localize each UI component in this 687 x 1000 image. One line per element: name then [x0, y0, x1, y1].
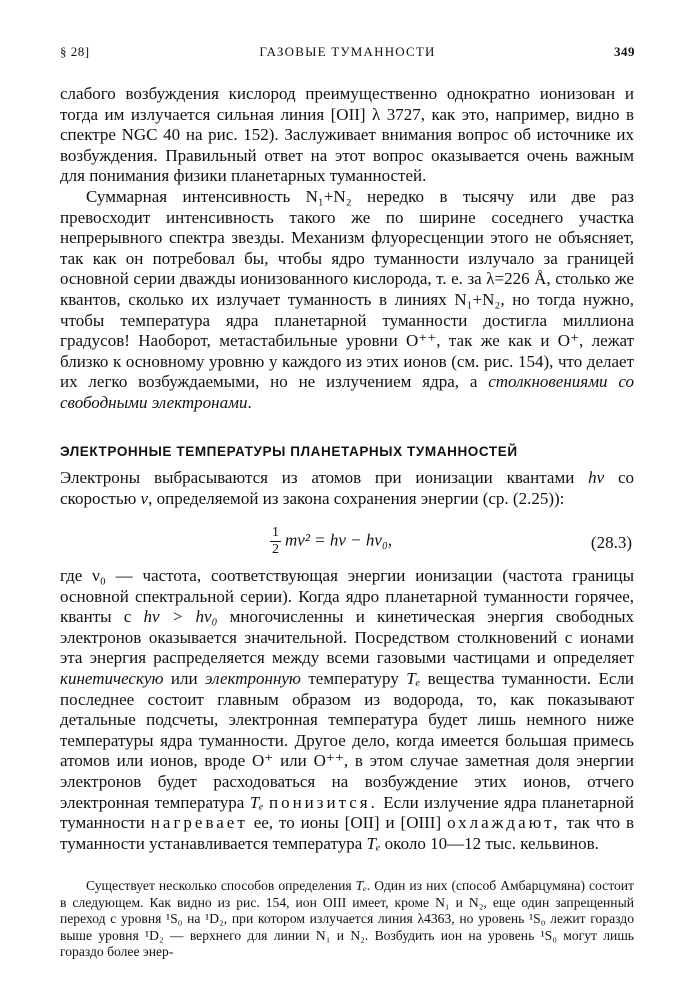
explain-spaced-heats: нагревает	[150, 813, 248, 833]
body-text-top	[60, 84, 634, 414]
fraction-one-half	[270, 525, 281, 558]
paragraph-intensity-italic: столкновениями со свободными электронами	[60, 372, 634, 412]
explain-spaced-lowers: понизится.	[268, 792, 378, 812]
footnote-f2: . Один из них (способ Амбарцумяна) состоит в следующем. Как видно из рис. 154, ион OIII имеет, кроме N₁ и N₂, еще один запрещенный переход с уровня ¹S₀ на ¹D₂, при котором излучается линия λ4363, но уровень ¹S₀ лежит гораздо выше уровня ¹D₂ — верхнего для линии N₁ и N₂. Возбудить ион на уровень ¹S₀ могут лишь гораздо более энер-	[60, 878, 634, 959]
equation-number: (28.3)	[590, 533, 632, 552]
explain-s2: многочисленны и кинетическая энергия свободных электронов оказывается значительной. Посредством столкновений с ионами эта энергия распределяется между всеми газовыми частицами и определяет	[60, 607, 634, 668]
explain-s3: температуру	[308, 668, 399, 688]
explain-spaced-cool: охлаждают,	[447, 813, 561, 833]
intro-paragraph	[60, 468, 634, 509]
explain-s7: так что в туманности устанавливается температура	[60, 813, 635, 853]
paragraph-intensity-main: Суммарная интенсивность N₁+N₂ нередко в тысячу или две раз превосходит интенсивность такого же по ширине соседнего участка непрерывного спектра звезды. Механизм флуоресценции этого не объясняет, так как он потребовал бы, чтобы ядро туманности излучало за границей основной серии дважды ионизованного кислорода, т. е. за λ=226 Å, столько же квантов, сколько их излучает туманность в линиях N₁+N₂, но тогда нужно, чтобы температура ядра планетарной туманности достигла миллиона градусов! Наоборот, метастабильные уровни O⁺⁺, так же как и O⁺, лежат близко к основному уровню у каждого из этих ионов (см. рис. 154), что делает их легко возбуждаемыми, но не излучением ядра, а	[60, 186, 634, 392]
running-header	[60, 44, 635, 64]
explain-s1: где ν₀ — частота, соответствующая энергии ионизации (частота границы основной спектральной серии). Когда ядро планетарной туманности горячее, кванты с	[60, 566, 634, 627]
equation-body	[270, 525, 392, 558]
explain-s8: около 10—12 тыс. кельвинов.	[384, 833, 599, 853]
explain-s4: вещества туманности. Если последнее состоит главным образом из водорода, то, как показывают детальные подсчеты, электронная температура будет лишь немного ниже температуры ядра туманности. Другое дело, когда имеется большая примесь атомов или ионов, вроде O⁺ или O⁺⁺, в этом случае заметная доля энергии электронов будет расходоваться на возбуждение этих ионов, отчего электронная температура	[60, 668, 635, 812]
paragraph-continuation: слабого возбуждения кислород преимущественно однократно ионизован и тогда им излучается сильная линия [OII] λ 3727, как это, например, видно в спектре NGC 40 на рис. 152). Заслуживает внимания вопрос об источнике их возбуждения. Правильный ответ на этот вопрос оказывается очень важным для понимания физики планетарных туманностей.	[60, 84, 634, 186]
page-number: 349	[614, 44, 635, 59]
explain-kinetic: кинетическую	[60, 668, 164, 688]
fraction-numerator: 1	[272, 525, 279, 540]
fraction-denominator: 2	[272, 542, 279, 557]
explain-s5: Если излучение ядра планетарной туманности	[60, 792, 635, 833]
explain-te-1: Tₑ	[406, 668, 421, 688]
section-heading: ЭЛЕКТРОННЫЕ ТЕМПЕРАТУРЫ ПЛАНЕТАРНЫХ ТУМАННОСТЕЙ	[60, 444, 518, 459]
footnote-te: Tₑ	[355, 878, 367, 893]
intro-v: v	[140, 488, 149, 508]
explain-electronic: электронную	[205, 668, 301, 688]
intro-hv: hν	[588, 468, 605, 487]
intro-a: Электроны выбрасываются из атомов при ионизации квантами	[60, 468, 575, 487]
paragraph-intensity-end: .	[247, 392, 252, 412]
footnote-f1: Существует несколько способов определения	[86, 878, 352, 893]
explain-te-2: Tₑ	[249, 792, 264, 812]
explain-or: или	[170, 668, 198, 688]
explain-inequality: hν > hν₀	[143, 607, 218, 627]
equation-28-3	[60, 519, 634, 563]
explanation-paragraph	[60, 566, 634, 854]
intro-c: , определяемой из закона сохранения энергии (ср. (2.25)):	[148, 488, 565, 508]
explain-s6: ее, то ионы [OII] и [OIII]	[253, 813, 442, 833]
equation-rhs: mv² = hν − hν₀,	[285, 530, 393, 550]
running-title: ГАЗОВЫЕ ТУМАННОСТИ	[259, 44, 436, 59]
small-print-paragraph	[60, 878, 634, 961]
paragraph-intensity	[60, 187, 634, 414]
explain-te-3: Tₑ	[366, 833, 381, 853]
section-marker: § 28]	[60, 44, 90, 59]
intro-b: со скоростью	[60, 468, 634, 508]
